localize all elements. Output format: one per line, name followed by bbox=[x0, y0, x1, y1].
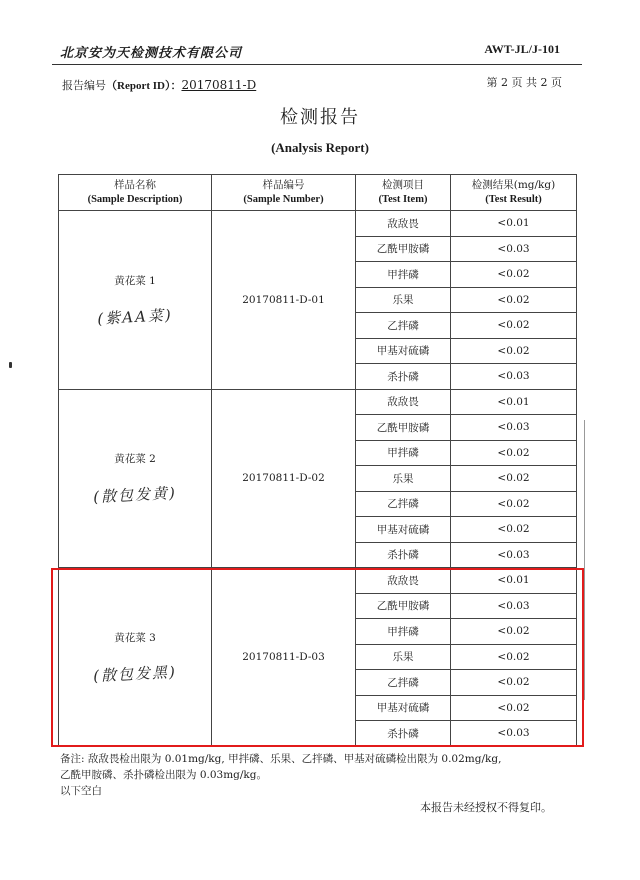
header-sample-number: 样品编号 (Sample Number) bbox=[212, 175, 356, 211]
test-result: <0.03 bbox=[451, 721, 577, 747]
table-row bbox=[59, 211, 577, 237]
sample-description-cell bbox=[59, 568, 212, 747]
sample-name: 黄花菜 1 bbox=[114, 274, 156, 287]
test-result: <0.02 bbox=[451, 695, 577, 721]
test-result: <0.03 bbox=[451, 415, 577, 441]
results-table bbox=[58, 174, 577, 747]
sample-description-cell bbox=[59, 389, 212, 568]
test-item: 乐果 bbox=[356, 287, 451, 313]
test-item: 乙拌磷 bbox=[356, 491, 451, 517]
sample-description-cell bbox=[59, 211, 212, 390]
copy-restriction-footer: 本报告未经授权不得复印。 bbox=[420, 801, 552, 814]
test-result: <0.02 bbox=[451, 466, 577, 492]
test-result: <0.01 bbox=[451, 211, 577, 237]
notes-line-1: 备注: 敌敌畏检出限为 0.01mg/kg, 甲拌磷、乐果、乙拌磷、甲基对硫磷检出限为 0.02mg/kg, bbox=[60, 753, 502, 765]
scan-speck bbox=[9, 362, 12, 368]
report-id-label-cn: 报告编号 bbox=[62, 79, 106, 92]
scan-edge-line bbox=[584, 420, 585, 700]
test-item: 杀扑磷 bbox=[356, 721, 451, 747]
company-name: 北京安为天检测技术有限公司 bbox=[60, 46, 243, 61]
table-row bbox=[59, 389, 577, 415]
test-result: <0.03 bbox=[451, 364, 577, 390]
test-item: 甲基对硫磷 bbox=[356, 338, 451, 364]
test-item: 乙酰甲胺磷 bbox=[356, 415, 451, 441]
header-rule bbox=[52, 64, 582, 65]
test-result: <0.02 bbox=[451, 440, 577, 466]
handwritten-note: (散包发黄) bbox=[92, 484, 178, 507]
test-result: <0.01 bbox=[451, 568, 577, 594]
test-result: <0.03 bbox=[451, 593, 577, 619]
header-test-item: 检测项目 (Test Item) bbox=[356, 175, 451, 211]
test-item: 乐果 bbox=[356, 466, 451, 492]
title-cn: 检测报告 bbox=[280, 107, 360, 128]
test-result: <0.03 bbox=[451, 542, 577, 568]
document-number: AWT-JL/J-101 bbox=[484, 42, 560, 56]
notes bbox=[60, 751, 580, 799]
test-result: <0.02 bbox=[451, 491, 577, 517]
sample-number: 20170811-D-03 bbox=[212, 568, 356, 747]
test-item: 杀扑磷 bbox=[356, 542, 451, 568]
sample-number: 20170811-D-02 bbox=[212, 389, 356, 568]
test-item: 甲拌磷 bbox=[356, 619, 451, 645]
table-row bbox=[59, 568, 577, 594]
test-result: <0.02 bbox=[451, 619, 577, 645]
test-item: 甲拌磷 bbox=[356, 262, 451, 288]
test-item: 敌敌畏 bbox=[356, 568, 451, 594]
sample-name: 黄花菜 2 bbox=[114, 453, 156, 466]
sample-number: 20170811-D-01 bbox=[212, 211, 356, 390]
test-item: 敌敌畏 bbox=[356, 211, 451, 237]
test-item: 甲基对硫磷 bbox=[356, 695, 451, 721]
test-item: 甲基对硫磷 bbox=[356, 517, 451, 543]
test-item: 乐果 bbox=[356, 644, 451, 670]
test-result: <0.02 bbox=[451, 670, 577, 696]
test-result: <0.02 bbox=[451, 338, 577, 364]
report-id bbox=[62, 77, 256, 93]
sample-name: 黄花菜 3 bbox=[114, 631, 156, 644]
test-item: 乙拌磷 bbox=[356, 670, 451, 696]
test-item: 甲拌磷 bbox=[356, 440, 451, 466]
test-item: 乙酰甲胺磷 bbox=[356, 236, 451, 262]
notes-line-3: 以下空白 bbox=[60, 785, 102, 797]
report-id-value: 20170811-D bbox=[181, 78, 257, 92]
test-item: 杀扑磷 bbox=[356, 364, 451, 390]
report-id-label-en: （Report ID）： bbox=[106, 80, 182, 92]
test-item: 敌敌畏 bbox=[356, 389, 451, 415]
test-result: <0.02 bbox=[451, 287, 577, 313]
test-result: <0.02 bbox=[451, 313, 577, 339]
header-sample-description: 样品名称 (Sample Description) bbox=[59, 175, 212, 211]
test-item: 乙酰甲胺磷 bbox=[356, 593, 451, 619]
table-header-row bbox=[59, 175, 577, 211]
notes-line-2: 乙酰甲胺磷、杀扑磷检出限为 0.03mg/kg。 bbox=[60, 769, 268, 781]
page-info: 第 2 页 共 2 页 bbox=[486, 76, 562, 89]
handwritten-note: (紫AA菜) bbox=[96, 305, 174, 328]
test-result: <0.02 bbox=[451, 262, 577, 288]
test-item: 乙拌磷 bbox=[356, 313, 451, 339]
test-result: <0.02 bbox=[451, 517, 577, 543]
test-result: <0.02 bbox=[451, 644, 577, 670]
handwritten-note: (散包发黑) bbox=[92, 662, 178, 685]
test-result: <0.01 bbox=[451, 389, 577, 415]
test-result: <0.03 bbox=[451, 236, 577, 262]
title-en: (Analysis Report) bbox=[271, 140, 369, 155]
header-test-result: 检测结果(mg/kg) (Test Result) bbox=[451, 175, 577, 211]
